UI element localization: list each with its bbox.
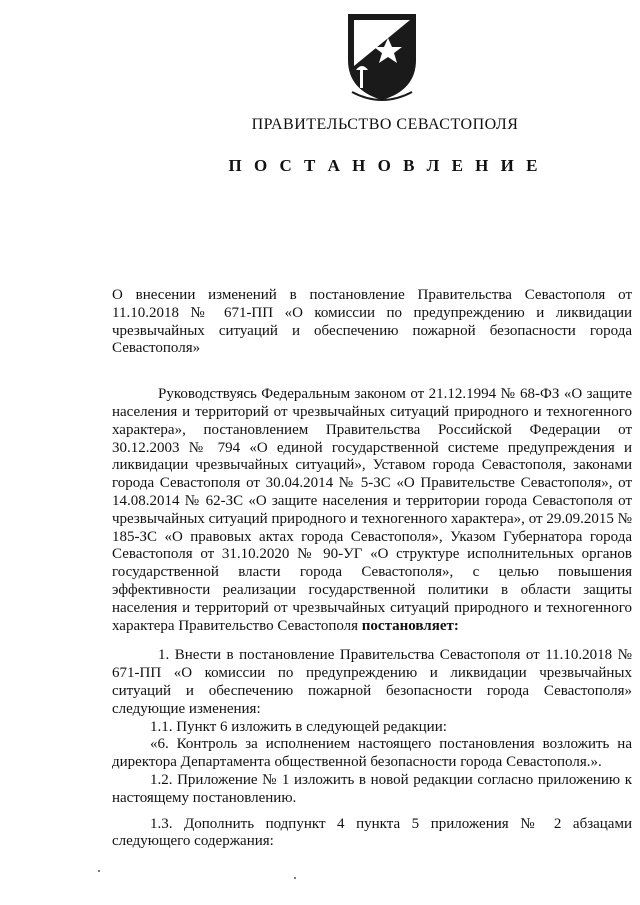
item-1: 1. Внести в постановление Правительства Севастополя от 11.10.2018 № 671-ПП «О комиссии по предупреждению и ликвидации чрезвычайных ситуаций и обеспечению пожарной безопасности города Севастополя» следующие изменения: — [112, 647, 632, 717]
decree-title: П О С Т А Н О В Л Е Н И Е — [228, 156, 542, 175]
decree-subject: О внесении изменений в постановление Правительства Севастополя от 11.10.2018 № 671-ПП «О комиссии по предупреждению и ликвидации чрезвычайных ситуаций и обеспечению пожарной безопасности города Севастополя» — [112, 287, 632, 357]
government-title: ПРАВИТЕЛЬСТВО СЕВАСТОПОЛЯ — [251, 116, 519, 133]
preamble-text: Руководствуясь Федеральным законом от 21.12.1994 № 68-ФЗ «О защите населения и территорий от чрезвычайных ситуаций природного и техногенного характера», постановлением Правительства Российской Федерации от 30.12.2003 № 794 «О единой государственной системе предупреждения и ликвидации чрезвычайных ситуаций», Уставом города Севастополя, законами города Севастополя от 30.04.2014 № 5-ЗС «О Правительстве Севастополя», от 14.08.2014 № 62-ЗС «О защите населения и территории города Севастополя от чрезвычайных ситуаций природного и техногенного характера», от 29.09.2015 № 185-ЗС «О правовых актах города Севастополя», Указом Губернатора города Севастополя от 31.10.2020 № 90-УГ «О структуре исполнительных органов государственной власти города Севастополя», с целью повышения эффективности реализации государственной политики в области защиты населения и территорий от чрезвычайных ситуаций природного и техногенного характера Правительство Севастополя — [112, 386, 632, 634]
item-1-2: 1.2. Приложение № 1 изложить в новой редакции согласно приложению к настоящему постановлению. — [112, 771, 632, 806]
preamble-paragraph — [112, 386, 632, 635]
scan-speck — [98, 870, 100, 872]
document-body — [112, 287, 632, 851]
item-1-1-text: «6. Контроль за исполнением настоящего постановления возложить на директора Департамента общественной безопасности города Севастополя.». — [112, 736, 632, 771]
item-1-1: 1.1. Пункт 6 изложить в следующей редакции: — [150, 718, 447, 735]
scan-speck — [294, 877, 296, 879]
sevastopol-coat-of-arms-icon — [342, 8, 422, 104]
item-1-3: 1.3. Дополнить подпункт 4 пункта 5 приложения № 2 абзацами следующего содержания: — [112, 815, 632, 850]
preamble-keyword: постановляет: — [361, 617, 459, 634]
